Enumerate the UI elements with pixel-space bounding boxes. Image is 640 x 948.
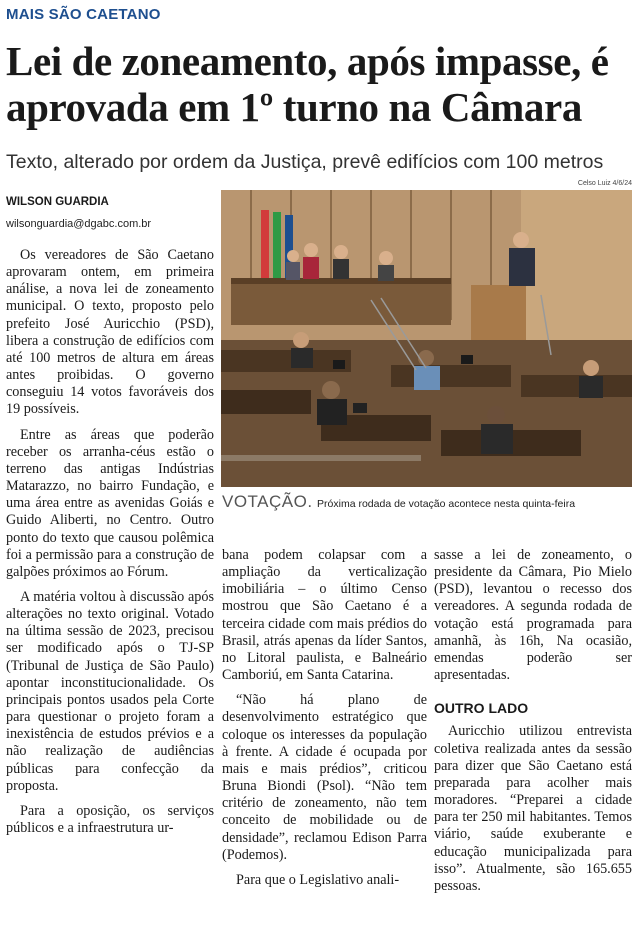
article-column-2	[222, 547, 427, 897]
subsection-title: OUTRO LADO	[434, 700, 529, 717]
article-paragraph: bana podem colapsar com a ampliação da verticalização imobiliária – o último Censo mostrou que São Caetano é a terceira cidade com mais prédios do Brasil, atrás apenas da líder Santos, no Litoral paulista, e Balneário Camboriú, em Santa Catarina.	[222, 547, 427, 684]
article-paragraph: “Não há plano de desenvolvimento estratégico que coloque os interesses da população à frente. A cidade é ocupada por mais e mais prédios”, criticou Bruna Biondi (Psol). “Não tem critério de zoneamento, não tem conceito de mobilidade ou de densidade”, reclamou Edison Parra (Podemos).	[222, 692, 427, 863]
article-paragraph: Os vereadores de São Caetano aprovaram ontem, em primeira análise, a nova lei de zoneamento municipal. O texto, proposto pelo prefeito José Auricchio (PSD), libera a construção de edifícios com até 100 metros de altura em áreas antes proibidas. O governo conseguiu 14 votos favoráveis dos 19 possíveis.	[6, 247, 214, 418]
caption-text: Próxima rodada de votação acontece nesta quinta-feira	[317, 498, 576, 510]
caption-label: VOTAÇÃO.	[222, 492, 313, 511]
subhead: Texto, alterado por ordem da Justiça, prevê edifícios com 100 metros	[6, 151, 604, 173]
article-paragraph: Para que o Legislativo anali-	[236, 871, 400, 888]
article-column-3	[434, 547, 632, 903]
article-paragraph: sasse a lei de zoneamento, o presidente da Câmara, Pio Mielo (PSD), levantou o recesso dos vereadores. A segunda rodada de votação está programada para amanhã, às 16h, Na ocasião, emendas poderão ser apresentadas.	[434, 547, 632, 684]
headline: Lei de zoneamento, após impasse, é aprovada em 1º turno na Câmara	[6, 38, 609, 130]
article-paragraph: Auricchio utilizou entrevista coletiva realizada antes da sessão para dizer que São Caetano está preparada para acolher mais moradores. “Preparei a cidade para ter 250 mil habitantes. Temos viário, saúde exuberante e educação municipalizada para isso”. Atualmente, são 165.655 pessoas.	[434, 723, 632, 894]
photo-credit: Celso Luiz 4/6/24	[577, 180, 632, 187]
article-column-1	[6, 247, 214, 845]
author-byline: WILSON GUARDIA	[6, 196, 109, 208]
photo-caption	[222, 492, 638, 512]
council-chamber-photo	[221, 190, 632, 487]
article-paragraph: Para a oposição, os serviços públicos e a infraestrutura ur-	[6, 802, 214, 836]
article-paragraph: A matéria voltou à discussão após alterações no texto original. Votado na última sessão de 2023, precisou ser modificado após o TJ-SP (Tribunal de Justiça de São Paulo) apontar inconstitucionalidade. Os principais pontos usados pela Corte para questionar o projeto foram a inexistência de estudos prévios e a não realização de audiências públicas para confecção da proposta.	[6, 588, 214, 794]
article-paragraph: Entre as áreas que poderão receber os arranha-céus estão o terreno das antigas Indústrias Matarazzo, no bairro Fundação, e uma área entre as avenidas Goiás e Guido Aliberti, no Centro. Outro ponto do texto que causou polêmica foi a permissão para a construção de galpões próximos ao Fórum.	[6, 426, 214, 580]
author-email: wilsonguardia@dgabc.com.br	[6, 218, 152, 230]
section-label: MAIS SÃO CAETANO	[6, 6, 161, 23]
